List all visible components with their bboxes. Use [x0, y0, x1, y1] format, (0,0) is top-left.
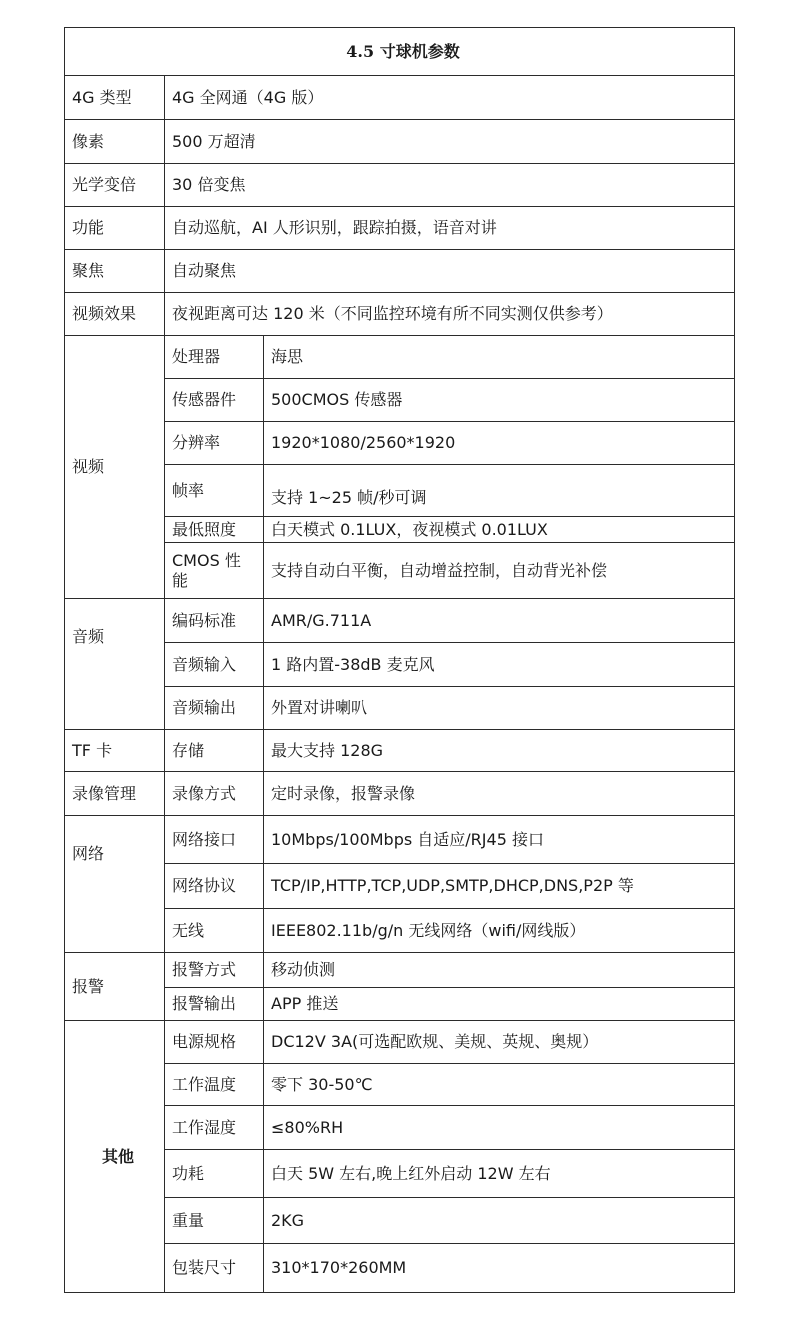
sub-value: 1 路内置-38dB 麦克风 — [264, 643, 735, 687]
sub-value: 白天 5W 左右,晚上红外启动 12W 左右 — [264, 1150, 735, 1198]
sub-label: 电源规格 — [165, 1021, 264, 1064]
sub-label: 重量 — [165, 1198, 264, 1244]
sub-value: 支持 1~25 帧/秒可调 — [264, 465, 735, 517]
sub-label: 帧率 — [165, 465, 264, 517]
sub-label: 录像方式 — [165, 772, 264, 816]
category-tf-card: TF 卡 — [65, 730, 165, 772]
category-recording: 录像管理 — [65, 772, 165, 816]
sub-label: 报警输出 — [165, 988, 264, 1021]
sub-value: 海思 — [264, 336, 735, 379]
sub-value: 白天模式 0.1LUX，夜视模式 0.01LUX — [264, 517, 735, 543]
sub-label: 无线 — [165, 909, 264, 953]
row-value: 自动巡航，AI 人形识别，跟踪拍摄，语音对讲 — [165, 207, 735, 250]
sub-value: ≤80%RH — [264, 1106, 735, 1150]
sub-value: 外置对讲喇叭 — [264, 687, 735, 730]
category-other: 其他 — [65, 1021, 165, 1293]
row-value: 自动聚焦 — [165, 250, 735, 293]
row-label: 像素 — [65, 120, 165, 164]
spec-table — [64, 27, 735, 1293]
row-label: 视频效果 — [65, 293, 165, 336]
sub-value: 移动侦测 — [264, 953, 735, 988]
row-label: 4G 类型 — [65, 76, 165, 120]
category-alarm: 报警 — [65, 953, 165, 1021]
sub-value: 10Mbps/100Mbps 自适应/RJ45 接口 — [264, 816, 735, 864]
sub-label: 音频输入 — [165, 643, 264, 687]
sub-label: 工作湿度 — [165, 1106, 264, 1150]
sub-label: 工作温度 — [165, 1064, 264, 1106]
sub-label: 处理器 — [165, 336, 264, 379]
category-audio: 音频 — [65, 599, 165, 730]
sub-value: 最大支持 128G — [264, 730, 735, 772]
sub-label: 网络接口 — [165, 816, 264, 864]
sub-label: 分辨率 — [165, 422, 264, 465]
category-video: 视频 — [65, 336, 165, 599]
sub-value: 支持自动白平衡，自动增益控制，自动背光补偿 — [264, 543, 735, 599]
row-label: 光学变倍 — [65, 164, 165, 207]
sub-value: 2KG — [264, 1198, 735, 1244]
sub-value: AMR/G.711A — [264, 599, 735, 643]
sub-value: DC12V 3A(可选配欧规、美规、英规、奥规） — [264, 1021, 735, 1064]
row-value: 500 万超清 — [165, 120, 735, 164]
sub-value: 零下 30-50℃ — [264, 1064, 735, 1106]
sub-label: 存储 — [165, 730, 264, 772]
category-network: 网络 — [65, 816, 165, 953]
sub-value: 定时录像，报警录像 — [264, 772, 735, 816]
sub-label: 最低照度 — [165, 517, 264, 543]
sub-value: 1920*1080/2560*1920 — [264, 422, 735, 465]
sub-value: 500CMOS 传感器 — [264, 379, 735, 422]
sub-label: 编码标准 — [165, 599, 264, 643]
row-value: 4G 全网通（4G 版） — [165, 76, 735, 120]
row-value: 30 倍变焦 — [165, 164, 735, 207]
row-label: 功能 — [65, 207, 165, 250]
sub-label: 网络协议 — [165, 864, 264, 909]
row-label: 聚焦 — [65, 250, 165, 293]
sub-label: 功耗 — [165, 1150, 264, 1198]
sub-label: 音频输出 — [165, 687, 264, 730]
sub-label: CMOS 性能 — [165, 543, 264, 599]
table-title: 4.5 寸球机参数 — [65, 28, 735, 76]
sub-label: 包装尺寸 — [165, 1244, 264, 1293]
sub-label: 报警方式 — [165, 953, 264, 988]
row-value: 夜视距离可达 120 米（不同监控环境有所不同实测仅供参考） — [165, 293, 735, 336]
sub-value: APP 推送 — [264, 988, 735, 1021]
sub-label: 传感器件 — [165, 379, 264, 422]
sub-value: IEEE802.11b/g/n 无线网络（wifi/网线版） — [264, 909, 735, 953]
sub-value: 310*170*260MM — [264, 1244, 735, 1293]
sub-value: TCP/IP,HTTP,TCP,UDP,SMTP,DHCP,DNS,P2P 等 — [264, 864, 735, 909]
